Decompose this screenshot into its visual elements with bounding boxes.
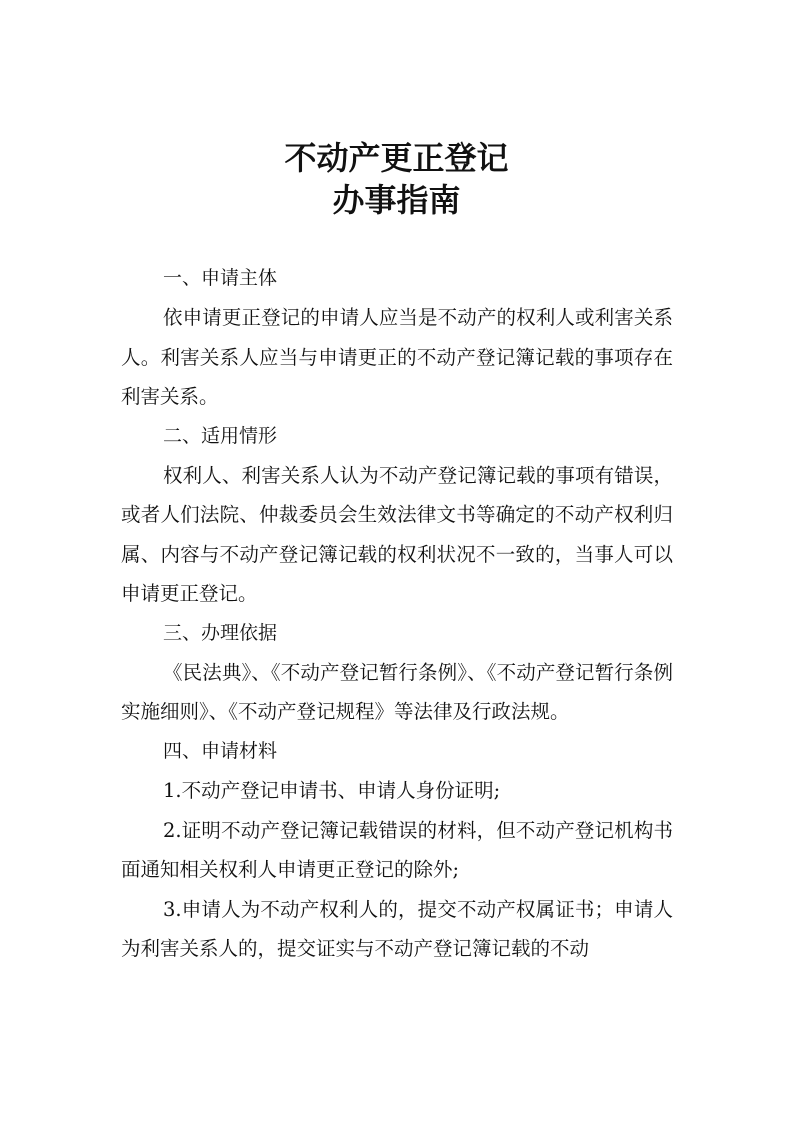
list-item: 2.证明不动产登记簿记载错误的材料，但不动产登记机构书面通知相关权利人申请更正登记的除外; (121, 818, 673, 882)
section-heading-legal-basis: 三、办理依据 (163, 621, 278, 644)
section-heading-applicable-cases: 二、适用情形 (163, 424, 278, 447)
list-item: 3.申请人为不动产权利人的，提交不动产权属证书；申请人为利害关系人的，提交证实与不动产登记簿记载的不动 (121, 897, 673, 960)
section-paragraph: 依申请更正登记的申请人应当是不动产的权利人或利害关系人。利害关系人应当与申请更正的不动产登记簿记载的事项存在利害关系。 (121, 306, 673, 409)
section-paragraph: 权利人、利害关系人认为不动产登记簿记载的事项有错误，或者人们法院、仲裁委员会生效法律文书等确定的不动产权利归属、内容与不动产登记簿记载的权利状况不一致的，当事人可以申请更正登记。 (121, 464, 673, 606)
section-paragraph: 《民法典》、《不动产登记暂行条例》、《不动产登记暂行条例实施细则》、《不动产登记规程》等法律及行政法规。 (121, 661, 673, 724)
section-heading-applicant: 一、申请主体 (163, 267, 278, 289)
document-title-line1: 不动产更正登记 (284, 139, 509, 177)
list-item: 1.不动产登记申请书、申请人身份证明; (163, 779, 501, 803)
section-heading-materials: 四、申请材料 (163, 739, 278, 762)
document-body (121, 259, 673, 968)
document-title-line2: 办事指南 (332, 181, 461, 219)
